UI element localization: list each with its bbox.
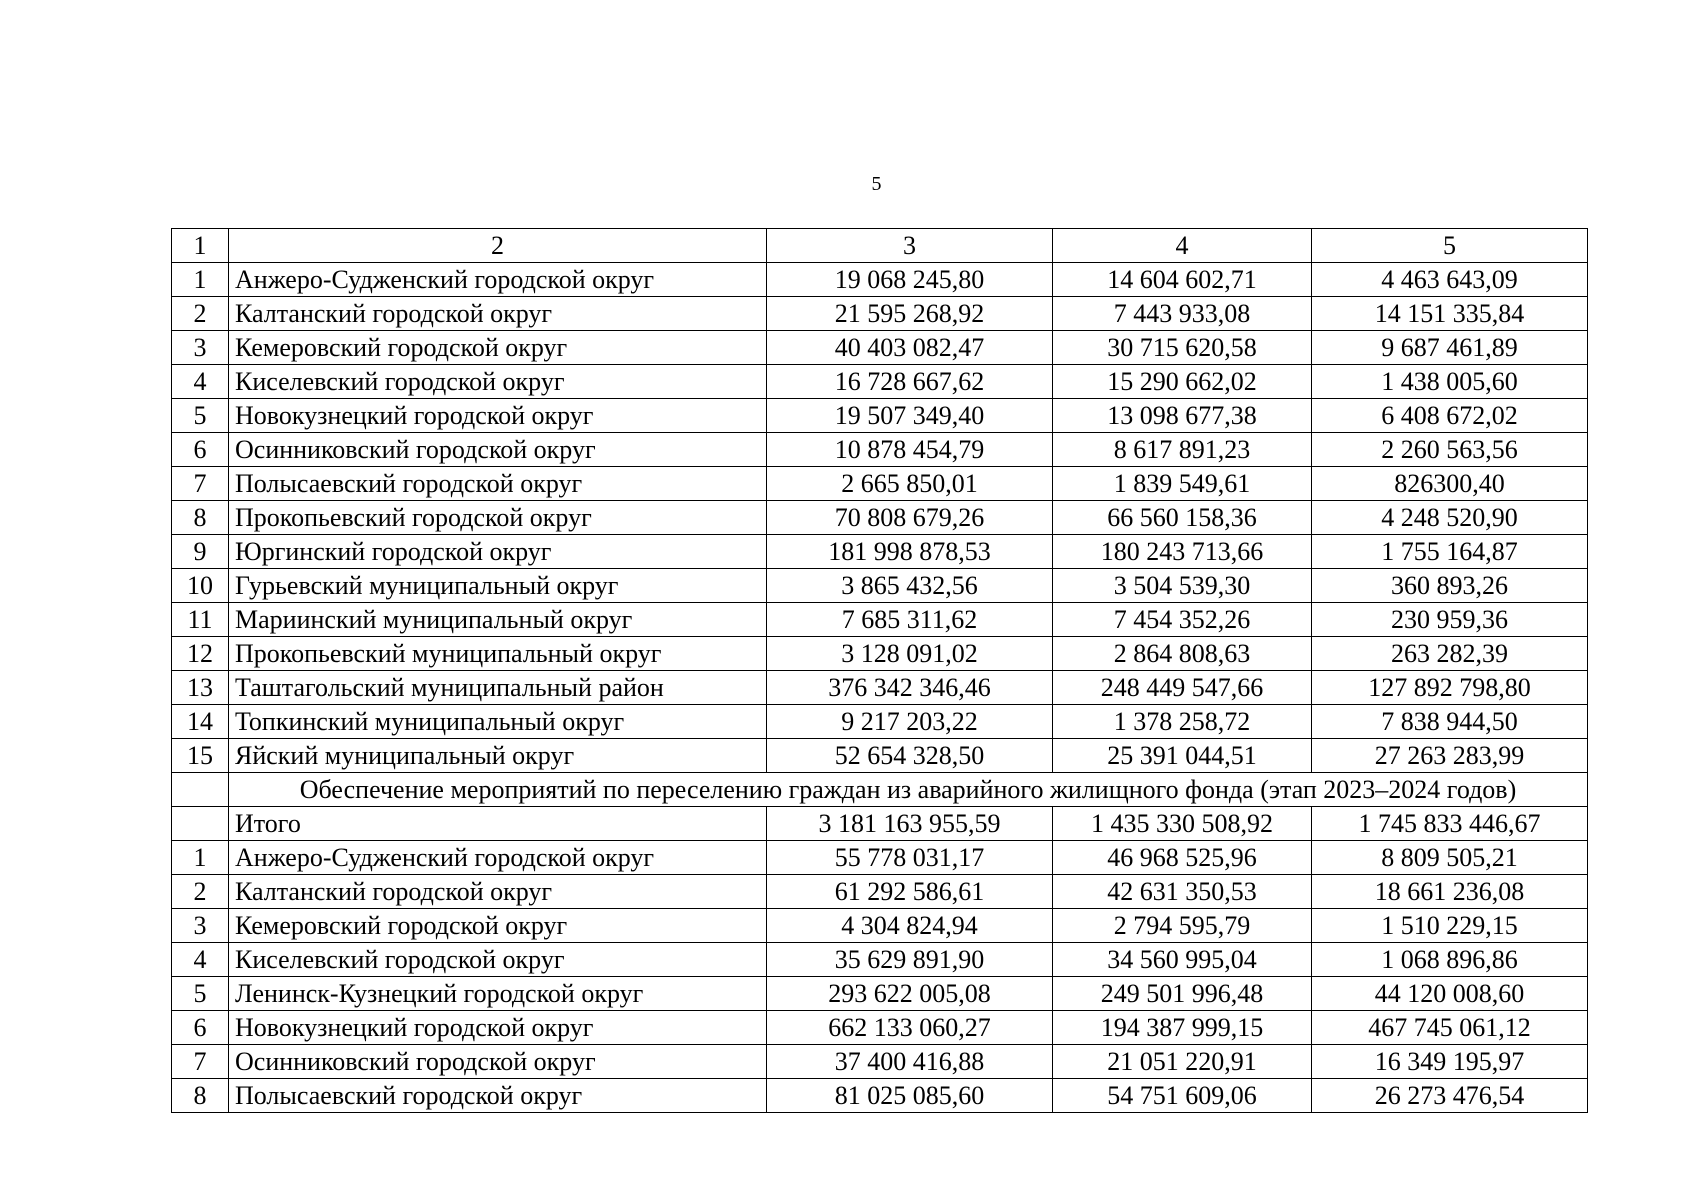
table-row [172,705,1588,739]
table-row [172,569,1588,603]
value-column-5: 263 282,39 [1312,637,1588,671]
municipality-name: Киселевский городской округ [229,943,767,977]
municipality-name: Мариинский муниципальный округ [229,603,767,637]
value-column-3: 55 778 031,17 [767,841,1053,875]
municipality-name: Таштагольский муниципальный район [229,671,767,705]
section-row [172,773,1588,807]
value-column-5: 7 838 944,50 [1312,705,1588,739]
table-row [172,501,1588,535]
row-number: 1 [172,841,229,875]
value-column-5: 18 661 236,08 [1312,875,1588,909]
value-column-5: 14 151 335,84 [1312,297,1588,331]
value-column-4: 42 631 350,53 [1053,875,1312,909]
value-column-3: 181 998 878,53 [767,535,1053,569]
value-column-4: 248 449 547,66 [1053,671,1312,705]
value-column-4: 25 391 044,51 [1053,739,1312,773]
value-column-4: 21 051 220,91 [1053,1045,1312,1079]
section-title: Обеспечение мероприятий по переселению граждан из аварийного жилищного фонда (этап 2023–2024 годов) [229,773,1588,807]
page-number: 5 [871,173,882,195]
value-column-4: 2 794 595,79 [1053,909,1312,943]
municipality-name: Анжеро-Судженский городской округ [229,263,767,297]
table-row [172,1045,1588,1079]
table-row [172,297,1588,331]
value-column-5: 8 809 505,21 [1312,841,1588,875]
column-number: 2 [229,229,767,263]
column-number-row [172,229,1588,263]
value-column-5: 4 463 643,09 [1312,263,1588,297]
municipality-name: Киселевский городской округ [229,365,767,399]
value-column-4: 249 501 996,48 [1053,977,1312,1011]
value-column-4: 3 504 539,30 [1053,569,1312,603]
value-column-5: 9 687 461,89 [1312,331,1588,365]
value-column-5: 16 349 195,97 [1312,1045,1588,1079]
table-row [172,943,1588,977]
table-row [172,603,1588,637]
municipality-name: Кемеровский городской округ [229,909,767,943]
municipality-name: Итого [229,807,767,841]
column-number: 5 [1312,229,1588,263]
municipality-name: Новокузнецкий городской округ [229,1011,767,1045]
value-column-3: 3 181 163 955,59 [767,807,1053,841]
row-number: 7 [172,1045,229,1079]
table-row [172,1011,1588,1045]
row-number: 6 [172,1011,229,1045]
municipality-name: Калтанский городской округ [229,297,767,331]
row-number: 11 [172,603,229,637]
row-number: 5 [172,399,229,433]
value-column-4: 180 243 713,66 [1053,535,1312,569]
municipality-name: Прокопьевский городской округ [229,501,767,535]
value-column-4: 66 560 158,36 [1053,501,1312,535]
table-row [172,1079,1588,1113]
value-column-3: 70 808 679,26 [767,501,1053,535]
row-number: 3 [172,909,229,943]
value-column-3: 2 665 850,01 [767,467,1053,501]
row-number: 5 [172,977,229,1011]
value-column-3: 61 292 586,61 [767,875,1053,909]
municipality-name: Кемеровский городской округ [229,331,767,365]
table-row [172,909,1588,943]
value-column-3: 81 025 085,60 [767,1079,1053,1113]
value-column-5: 230 959,36 [1312,603,1588,637]
section-row-number [172,773,229,807]
value-column-3: 10 878 454,79 [767,433,1053,467]
value-column-3: 293 622 005,08 [767,977,1053,1011]
table-row [172,365,1588,399]
value-column-4: 8 617 891,23 [1053,433,1312,467]
row-number: 4 [172,365,229,399]
municipality-name: Новокузнецкий городской округ [229,399,767,433]
row-number: 3 [172,331,229,365]
value-column-4: 194 387 999,15 [1053,1011,1312,1045]
value-column-3: 9 217 203,22 [767,705,1053,739]
value-column-4: 30 715 620,58 [1053,331,1312,365]
value-column-3: 19 068 245,80 [767,263,1053,297]
row-number [172,807,229,841]
municipality-name: Осинниковский городской округ [229,1045,767,1079]
row-number: 4 [172,943,229,977]
value-column-3: 662 133 060,27 [767,1011,1053,1045]
table-row [172,875,1588,909]
value-column-4: 7 443 933,08 [1053,297,1312,331]
municipality-name: Ленинск-Кузнецкий городской округ [229,977,767,1011]
value-column-4: 54 751 609,06 [1053,1079,1312,1113]
value-column-5: 4 248 520,90 [1312,501,1588,535]
municipality-name: Топкинский муниципальный округ [229,705,767,739]
row-number: 8 [172,501,229,535]
value-column-3: 376 342 346,46 [767,671,1053,705]
value-column-4: 7 454 352,26 [1053,603,1312,637]
municipality-name: Юргинский городской округ [229,535,767,569]
value-column-4: 1 435 330 508,92 [1053,807,1312,841]
value-column-5: 467 745 061,12 [1312,1011,1588,1045]
value-column-5: 1 438 005,60 [1312,365,1588,399]
row-number: 10 [172,569,229,603]
value-column-5: 1 745 833 446,67 [1312,807,1588,841]
table-row [172,535,1588,569]
value-column-5: 826300,40 [1312,467,1588,501]
value-column-3: 35 629 891,90 [767,943,1053,977]
value-column-3: 16 728 667,62 [767,365,1053,399]
value-column-4: 1 839 549,61 [1053,467,1312,501]
column-number: 3 [767,229,1053,263]
table-row [172,433,1588,467]
value-column-5: 2 260 563,56 [1312,433,1588,467]
value-column-4: 2 864 808,63 [1053,637,1312,671]
municipality-name: Яйский муниципальный округ [229,739,767,773]
value-column-4: 1 378 258,72 [1053,705,1312,739]
value-column-5: 1 068 896,86 [1312,943,1588,977]
table-row [172,331,1588,365]
value-column-3: 21 595 268,92 [767,297,1053,331]
value-column-4: 15 290 662,02 [1053,365,1312,399]
row-number: 7 [172,467,229,501]
table-row [172,977,1588,1011]
value-column-5: 27 263 283,99 [1312,739,1588,773]
table-row [172,841,1588,875]
value-column-4: 14 604 602,71 [1053,263,1312,297]
value-column-3: 7 685 311,62 [767,603,1053,637]
municipality-name: Прокопьевский муниципальный округ [229,637,767,671]
total-row [172,807,1588,841]
table-row [172,399,1588,433]
row-number: 2 [172,297,229,331]
row-number: 13 [172,671,229,705]
value-column-5: 44 120 008,60 [1312,977,1588,1011]
row-number: 12 [172,637,229,671]
value-column-3: 3 865 432,56 [767,569,1053,603]
table-row [172,467,1588,501]
value-column-4: 46 968 525,96 [1053,841,1312,875]
row-number: 8 [172,1079,229,1113]
value-column-3: 40 403 082,47 [767,331,1053,365]
municipality-name: Полысаевский городской округ [229,1079,767,1113]
municipality-name: Гурьевский муниципальный округ [229,569,767,603]
value-column-5: 127 892 798,80 [1312,671,1588,705]
value-column-3: 52 654 328,50 [767,739,1053,773]
value-column-5: 1 510 229,15 [1312,909,1588,943]
value-column-4: 13 098 677,38 [1053,399,1312,433]
table-row [172,263,1588,297]
value-column-5: 26 273 476,54 [1312,1079,1588,1113]
value-column-3: 4 304 824,94 [767,909,1053,943]
table-row [172,671,1588,705]
value-column-3: 37 400 416,88 [767,1045,1053,1079]
municipality-name: Осинниковский городской округ [229,433,767,467]
municipality-name: Полысаевский городской округ [229,467,767,501]
value-column-5: 1 755 164,87 [1312,535,1588,569]
row-number: 6 [172,433,229,467]
value-column-3: 3 128 091,02 [767,637,1053,671]
municipality-name: Анжеро-Судженский городской округ [229,841,767,875]
row-number: 1 [172,263,229,297]
row-number: 2 [172,875,229,909]
value-column-4: 34 560 995,04 [1053,943,1312,977]
column-number: 4 [1053,229,1312,263]
row-number: 15 [172,739,229,773]
row-number: 9 [172,535,229,569]
column-number: 1 [172,229,229,263]
municipality-name: Калтанский городской округ [229,875,767,909]
funding-table [171,228,1588,1113]
row-number: 14 [172,705,229,739]
table-row [172,739,1588,773]
table-row [172,637,1588,671]
value-column-5: 360 893,26 [1312,569,1588,603]
value-column-5: 6 408 672,02 [1312,399,1588,433]
value-column-3: 19 507 349,40 [767,399,1053,433]
